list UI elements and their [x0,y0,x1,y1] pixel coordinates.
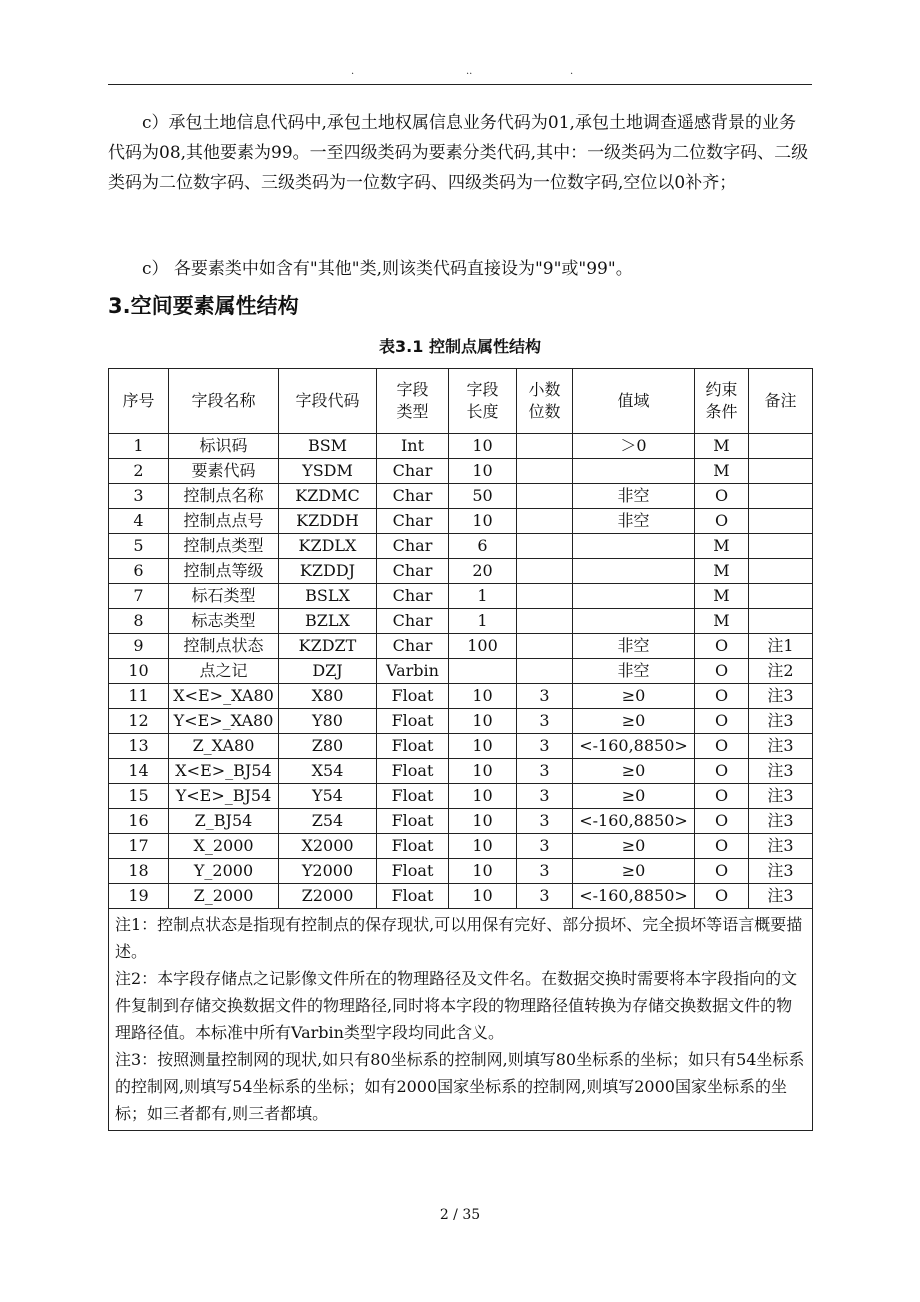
cell-col-constraint: O [695,884,749,909]
cell-col-field-type: Char [377,609,449,634]
cell-col-domain: 非空 [573,659,695,684]
table-row [109,784,813,809]
cell-col-remark [749,484,813,509]
cell-col-domain [573,584,695,609]
table-row [109,834,813,859]
header-dots [108,66,812,80]
cell-col-field-code: X80 [279,684,377,709]
cell-col-domain: <-160,8850> [573,809,695,834]
cell-col-remark: 注3 [749,759,813,784]
cell-col-index: 9 [109,634,169,659]
cell-col-constraint: O [695,759,749,784]
cell-col-remark [749,434,813,459]
cell-col-constraint: O [695,859,749,884]
cell-col-index: 3 [109,484,169,509]
cell-col-decimals: 3 [517,734,573,759]
cell-col-constraint: M [695,559,749,584]
cell-col-remark: 注3 [749,709,813,734]
cell-col-constraint: M [695,609,749,634]
cell-col-index: 2 [109,459,169,484]
cell-col-decimals [517,609,573,634]
cell-col-index: 7 [109,584,169,609]
cell-col-field-length: 20 [449,559,517,584]
cell-col-domain: 非空 [573,634,695,659]
cell-col-field-type: Float [377,834,449,859]
cell-col-index: 6 [109,559,169,584]
table-row [109,684,813,709]
table-row [109,659,813,684]
cell-col-domain: 非空 [573,484,695,509]
cell-col-field-name: Y<E>_BJ54 [169,784,279,809]
cell-col-field-type: Float [377,884,449,909]
cell-col-decimals [517,584,573,609]
cell-col-field-name: 控制点类型 [169,534,279,559]
cell-col-field-name: X<E>_BJ54 [169,759,279,784]
cell-col-decimals: 3 [517,884,573,909]
cell-col-index: 4 [109,509,169,534]
header-col-field-length: 字段 长度 [449,369,517,434]
cell-col-field-name: Y<E>_XA80 [169,709,279,734]
header-rule [108,84,812,85]
cell-col-domain: <-160,8850> [573,734,695,759]
cell-col-field-code: X2000 [279,834,377,859]
cell-col-remark [749,609,813,634]
cell-col-field-type: Char [377,509,449,534]
paragraph-other-class: c） 各要素类中如含有"其他"类,则该类代码直接设为"9"或"99"。 [142,259,633,279]
cell-col-field-type: Char [377,484,449,509]
cell-col-constraint: M [695,584,749,609]
cell-col-decimals: 3 [517,709,573,734]
header-col-constraint: 约束 条件 [695,369,749,434]
cell-col-constraint: O [695,834,749,859]
cell-col-decimals [517,634,573,659]
table-row [109,709,813,734]
cell-col-field-length: 10 [449,684,517,709]
cell-col-remark [749,559,813,584]
cell-col-field-type: Char [377,634,449,659]
cell-col-field-type: Float [377,859,449,884]
cell-col-remark: 注3 [749,684,813,709]
cell-col-field-name: 控制点点号 [169,509,279,534]
cell-col-constraint: M [695,434,749,459]
cell-col-field-length: 10 [449,784,517,809]
table-body [109,434,813,909]
cell-col-field-name: Z_2000 [169,884,279,909]
cell-col-field-length: 1 [449,584,517,609]
cell-col-field-length: 10 [449,884,517,909]
cell-col-constraint: M [695,459,749,484]
note-3: 注3：按照测量控制网的现状,如只有80坐标系的控制网,则填写80坐标系的坐标；如只有54坐标系的控制网,则填写54坐标系的坐标；如有2000国家坐标系的控制网,则填写2000国家坐标系的坐标；如三者都有,则三者都填。 [115,1050,805,1123]
cell-col-field-length: 10 [449,759,517,784]
cell-col-constraint: O [695,709,749,734]
header-col-domain: 值域 [573,369,695,434]
cell-col-field-name: 标石类型 [169,584,279,609]
header-col-field-code: 字段代码 [279,369,377,434]
cell-col-domain [573,609,695,634]
cell-col-field-code: KZDDJ [279,559,377,584]
cell-col-field-length: 1 [449,609,517,634]
table-row [109,859,813,884]
control-point-attribute-table [108,368,813,1131]
cell-col-constraint: O [695,784,749,809]
cell-col-field-name: 要素代码 [169,459,279,484]
cell-col-index: 17 [109,834,169,859]
cell-col-decimals: 3 [517,859,573,884]
table-row [109,584,813,609]
cell-col-field-name: 点之记 [169,659,279,684]
cell-col-field-type: Float [377,734,449,759]
cell-col-field-code: Z80 [279,734,377,759]
cell-col-field-length: 10 [449,509,517,534]
cell-col-domain: ≥0 [573,684,695,709]
cell-col-field-code: KZDLX [279,534,377,559]
header-col-decimals: 小数 位数 [517,369,573,434]
cell-col-domain [573,459,695,484]
cell-col-field-name: 控制点状态 [169,634,279,659]
note-2: 注2：本字段存储点之记影像文件所在的物理路径及文件名。在数据交换时需要将本字段指向的文件复制到存储交换数据文件的物理路径,同时将本字段的物理路径值转换为存储交换数据文件的物理路径值。本标准中所有Varbin类型字段均同此含义。 [115,969,798,1042]
cell-col-constraint: O [695,484,749,509]
cell-col-decimals: 3 [517,784,573,809]
cell-col-index: 19 [109,884,169,909]
header-col-field-name: 字段名称 [169,369,279,434]
cell-col-field-length: 10 [449,734,517,759]
cell-col-domain: ≥0 [573,859,695,884]
cell-col-remark [749,534,813,559]
table-row [109,759,813,784]
table-notes [109,909,813,1131]
cell-col-remark [749,584,813,609]
cell-col-field-type: Char [377,584,449,609]
cell-col-domain: ≥0 [573,834,695,859]
page-number: 2 / 35 [439,1207,481,1223]
cell-col-decimals [517,659,573,684]
table-row [109,809,813,834]
cell-col-remark: 注3 [749,834,813,859]
paragraph-land-codes: c）承包土地信息代码中,承包土地权属信息业务代码为01,承包土地调查遥感背景的业务代码为08,其他要素为99。一至四级类码为要素分类代码,其中：一级类码为二位数字码、二级类码为二位数字码、三级类码为一位数字码、四级类码为一位数字码,空位以0补齐； [108,113,809,193]
cell-col-field-type: Float [377,784,449,809]
cell-col-field-code: KZDDH [279,509,377,534]
cell-col-field-code: BSM [279,434,377,459]
cell-col-field-code: Y2000 [279,859,377,884]
cell-col-field-name: 控制点名称 [169,484,279,509]
cell-col-field-length: 6 [449,534,517,559]
cell-col-domain: <-160,8850> [573,884,695,909]
cell-col-constraint: O [695,809,749,834]
cell-col-field-name: Z_BJ54 [169,809,279,834]
table-row [109,884,813,909]
cell-col-decimals: 3 [517,809,573,834]
cell-col-domain: ≥0 [573,709,695,734]
table-row [109,484,813,509]
cell-col-remark: 注3 [749,734,813,759]
cell-col-field-name: 控制点等级 [169,559,279,584]
cell-col-index: 14 [109,759,169,784]
header-dot-1: . [351,66,355,77]
note-1: 注1：控制点状态是指现有控制点的保存现状,可以用保有完好、部分损坏、完全损坏等语言概要描述。 [115,915,803,961]
cell-col-field-code: Z54 [279,809,377,834]
cell-col-field-length: 10 [449,809,517,834]
cell-col-remark: 注3 [749,884,813,909]
cell-col-field-type: Char [377,459,449,484]
cell-col-field-name: X<E>_XA80 [169,684,279,709]
cell-col-remark: 注3 [749,809,813,834]
cell-col-field-length: 10 [449,434,517,459]
table-row [109,459,813,484]
cell-col-field-name: Z_XA80 [169,734,279,759]
cell-col-constraint: O [695,659,749,684]
cell-col-field-length: 10 [449,459,517,484]
cell-col-field-type: Int [377,434,449,459]
cell-col-field-name: Y_2000 [169,859,279,884]
cell-col-constraint: O [695,734,749,759]
cell-col-index: 12 [109,709,169,734]
cell-col-field-code: Y54 [279,784,377,809]
cell-col-domain: ≥0 [573,784,695,809]
table-row [109,534,813,559]
cell-col-field-code: DZJ [279,659,377,684]
cell-col-index: 1 [109,434,169,459]
cell-col-field-length: 50 [449,484,517,509]
cell-col-index: 10 [109,659,169,684]
cell-col-decimals [517,509,573,534]
cell-col-index: 16 [109,809,169,834]
cell-col-decimals [517,559,573,584]
cell-col-field-code: Y80 [279,709,377,734]
cell-col-field-type: Float [377,709,449,734]
cell-col-field-length [449,659,517,684]
cell-col-decimals [517,534,573,559]
cell-col-index: 13 [109,734,169,759]
cell-col-field-type: Char [377,559,449,584]
cell-col-decimals: 3 [517,834,573,859]
cell-col-index: 11 [109,684,169,709]
cell-col-decimals [517,484,573,509]
header-col-remark: 备注 [749,369,813,434]
cell-col-field-code: BZLX [279,609,377,634]
cell-col-field-name: 标识码 [169,434,279,459]
cell-col-index: 15 [109,784,169,809]
table-row [109,559,813,584]
cell-col-field-code: X54 [279,759,377,784]
table-caption: 表3.1 控制点属性结构 [379,337,541,356]
cell-col-decimals: 3 [517,759,573,784]
cell-col-field-type: Float [377,809,449,834]
cell-col-field-length: 10 [449,709,517,734]
cell-col-index: 5 [109,534,169,559]
cell-col-field-length: 10 [449,834,517,859]
cell-col-constraint: O [695,684,749,709]
cell-col-domain: 非空 [573,509,695,534]
notes-row [109,909,813,1131]
cell-col-field-length: 100 [449,634,517,659]
cell-col-decimals [517,434,573,459]
cell-col-field-name: 标志类型 [169,609,279,634]
cell-col-field-code: BSLX [279,584,377,609]
header-col-index: 序号 [109,369,169,434]
cell-col-remark: 注3 [749,859,813,884]
cell-col-field-name: X_2000 [169,834,279,859]
section-title: 3.空间要素属性结构 [108,294,299,318]
cell-col-field-length: 10 [449,859,517,884]
cell-col-domain: ≥0 [573,759,695,784]
cell-col-constraint: O [695,634,749,659]
cell-col-remark [749,509,813,534]
cell-col-field-code: KZDZT [279,634,377,659]
cell-col-domain [573,559,695,584]
table-row [109,434,813,459]
cell-col-decimals [517,459,573,484]
table-row [109,509,813,534]
cell-col-remark: 注2 [749,659,813,684]
cell-col-field-type: Float [377,684,449,709]
cell-col-field-type: Char [377,534,449,559]
cell-col-field-type: Varbin [377,659,449,684]
cell-col-remark: 注1 [749,634,813,659]
cell-col-remark: 注3 [749,784,813,809]
cell-col-domain: ＞0 [573,434,695,459]
table-header-row [109,369,813,434]
cell-col-index: 18 [109,859,169,884]
cell-col-field-type: Float [377,759,449,784]
cell-col-field-code: YSDM [279,459,377,484]
cell-col-remark [749,459,813,484]
header-dot-2: .. [466,66,473,77]
header-dot-3: . [570,66,574,77]
cell-col-constraint: M [695,534,749,559]
cell-col-constraint: O [695,509,749,534]
table-row [109,609,813,634]
table-row [109,734,813,759]
cell-col-domain [573,534,695,559]
cell-col-index: 8 [109,609,169,634]
cell-col-field-code: Z2000 [279,884,377,909]
cell-col-field-code: KZDMC [279,484,377,509]
table-row [109,634,813,659]
header-col-field-type: 字段 类型 [377,369,449,434]
cell-col-decimals: 3 [517,684,573,709]
